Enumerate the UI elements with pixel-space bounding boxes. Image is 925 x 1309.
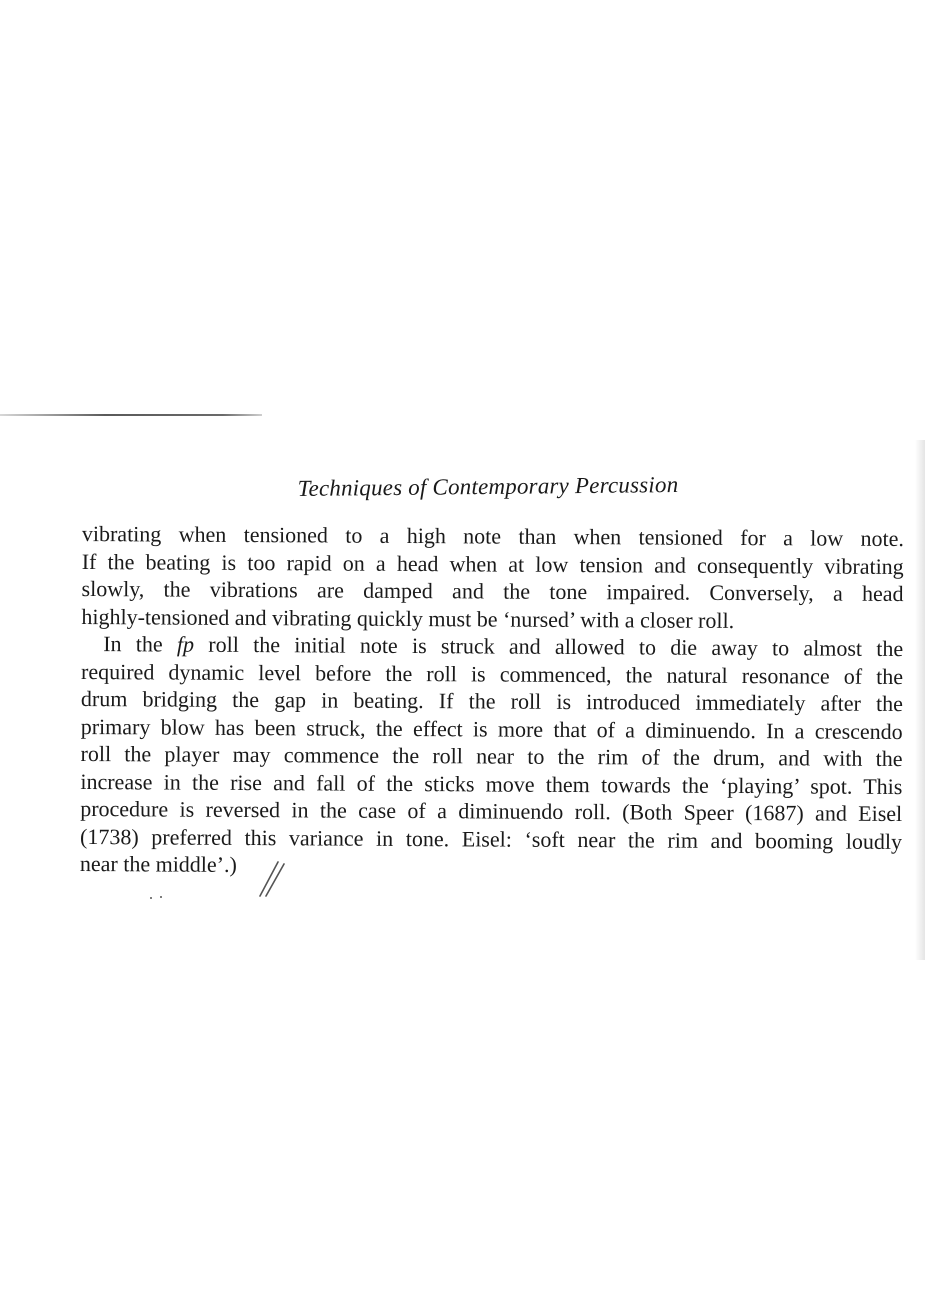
page-edge-shadow	[915, 440, 925, 960]
text-line: slowly, the vibrations are damped and the tone impaired. Conversely, a head	[81, 575, 904, 607]
pencil-mark-icon	[256, 858, 290, 900]
text-line: procedure is reversed in the case of a diminuendo roll. (Both Speer (1687) and Eisel	[80, 795, 903, 827]
print-speck	[150, 897, 152, 899]
text-line: primary blow has been struck, the effect is more that of a diminuendo. In a crescendo	[80, 713, 903, 744]
text-line: near the middle’.)	[79, 850, 237, 877]
paragraph-first-line	[81, 630, 903, 663]
body-text	[80, 520, 904, 883]
text-line: roll the player may commence the roll near to the rim of the drum, and with the	[80, 740, 903, 772]
print-speck	[160, 896, 162, 898]
text-line: highly-tensioned and vibrating quickly must be ‘nursed’ with a closer roll.	[81, 603, 735, 633]
dynamic-marking-fp: fp	[176, 631, 195, 657]
text-line: (1738) preferred this variance in tone. Eisel: ‘soft near the rim and booming loudly	[79, 823, 903, 854]
text-fragment: In the	[103, 631, 178, 657]
text-line: required dynamic level before the roll is commenced, the natural resonance of the	[81, 658, 904, 689]
text-line: drum bridging the gap in beating. If the roll is introduced immediately after the	[80, 685, 903, 717]
running-head: Techniques of Contemporary Percussion	[297, 472, 679, 501]
text-fragment: roll the initial note is struck and allowed to die away to almost the	[194, 631, 904, 662]
page-edge-rule	[0, 414, 262, 416]
text-line: vibrating when tensioned to a high note than when tensioned for a low note.	[81, 521, 904, 552]
text-line: increase in the rise and fall of the sticks move them towards the ‘playing’ spot. This	[80, 768, 903, 799]
text-line: If the beating is too rapid on a head when at low tension and consequently vibrating	[81, 548, 904, 579]
